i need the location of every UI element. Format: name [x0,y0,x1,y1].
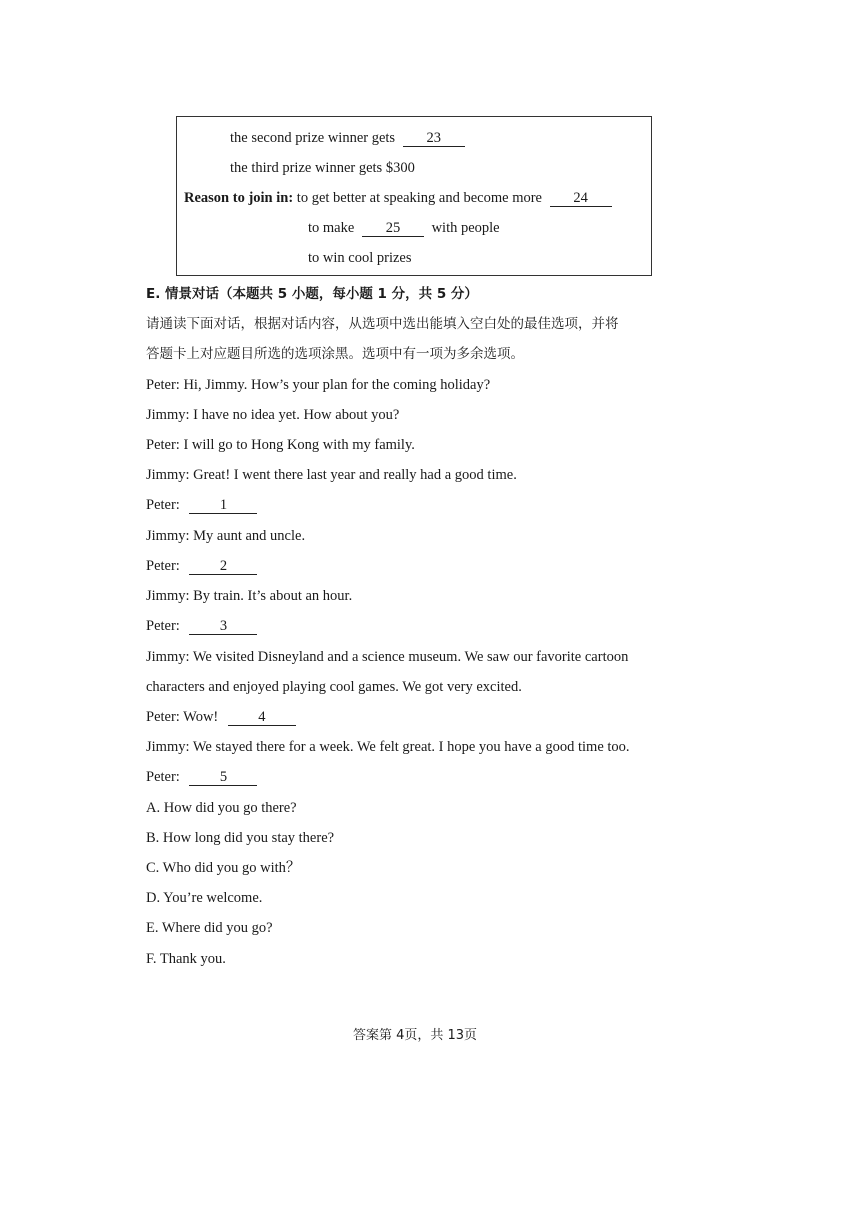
dialogue-blank-line-4: Peter: Wow! 4 [146,707,296,727]
instruction-line-2: 答题卡上对应题目所选的选项涂黑。选项中有一项为多余选项。 [146,346,524,362]
blank-2: 2 [189,558,257,575]
dialogue-line: Jimmy: We stayed there for a week. We felt great. I hope you have a good time too. [146,739,630,755]
second-prize-line: the second prize winner gets 23 [230,128,465,148]
dialogue-line: Jimmy: We visited Disneyland and a science museum. We saw our favorite cartoon [146,649,629,665]
reason-line: Reason to join in: to get better at speaking and become more 24 [184,188,612,208]
page-footer: 答案第 4页，共 13页 [352,1028,478,1043]
dialogue-line: Peter: Hi, Jimmy. How’s your plan for the coming holiday? [146,377,491,393]
dialogue-line: Jimmy: Great! I went there last year and really had a good time. [146,467,517,483]
option-c: C. Who did you go with？ [146,860,301,876]
dialogue-line: Jimmy: My aunt and uncle. [146,528,306,544]
section-heading: E. 情景对话（本题共 5 小题，每小题 1 分，共 5 分） [146,286,478,302]
blank-23: 23 [403,130,465,147]
win-line: to win cool prizes [308,250,412,266]
option-e: E. Where did you go? [146,920,273,936]
dialogue-blank-line-5: Peter: 5 [146,767,257,787]
reason-label: Reason to join in: [184,190,294,206]
dialogue-line: Peter: I will go to Hong Kong with my family. [146,437,415,453]
dialogue-blank-line-3: Peter: 3 [146,616,257,636]
blank-1: 1 [189,497,257,514]
dialogue-line: Jimmy: I have no idea yet. How about you? [146,407,400,423]
dialogue-blank-line-1: Peter: 1 [146,495,257,515]
instruction-line-1: 请通读下面对话，根据对话内容，从选项中选出能填入空白处的最佳选项，并将 [146,316,619,332]
third-prize-line: the third prize winner gets $300 [230,160,415,176]
dialogue-blank-line-2: Peter: 2 [146,556,257,576]
make-line: to make 25 with people [308,220,500,236]
option-d: D. You’re welcome. [146,890,263,906]
option-a: A. How did you go there? [146,800,297,816]
blank-5: 5 [189,769,257,786]
option-b: B. How long did you stay there? [146,830,335,846]
option-f: F. Thank you. [146,951,226,967]
blank-3: 3 [189,618,257,635]
dialogue-line: characters and enjoyed playing cool games. We got very excited. [146,679,522,695]
blank-24: 24 [550,190,612,207]
blank-4: 4 [228,709,296,726]
dialogue-line: Jimmy: By train. It’s about an hour. [146,588,353,604]
blank-25: 25 [362,220,424,237]
